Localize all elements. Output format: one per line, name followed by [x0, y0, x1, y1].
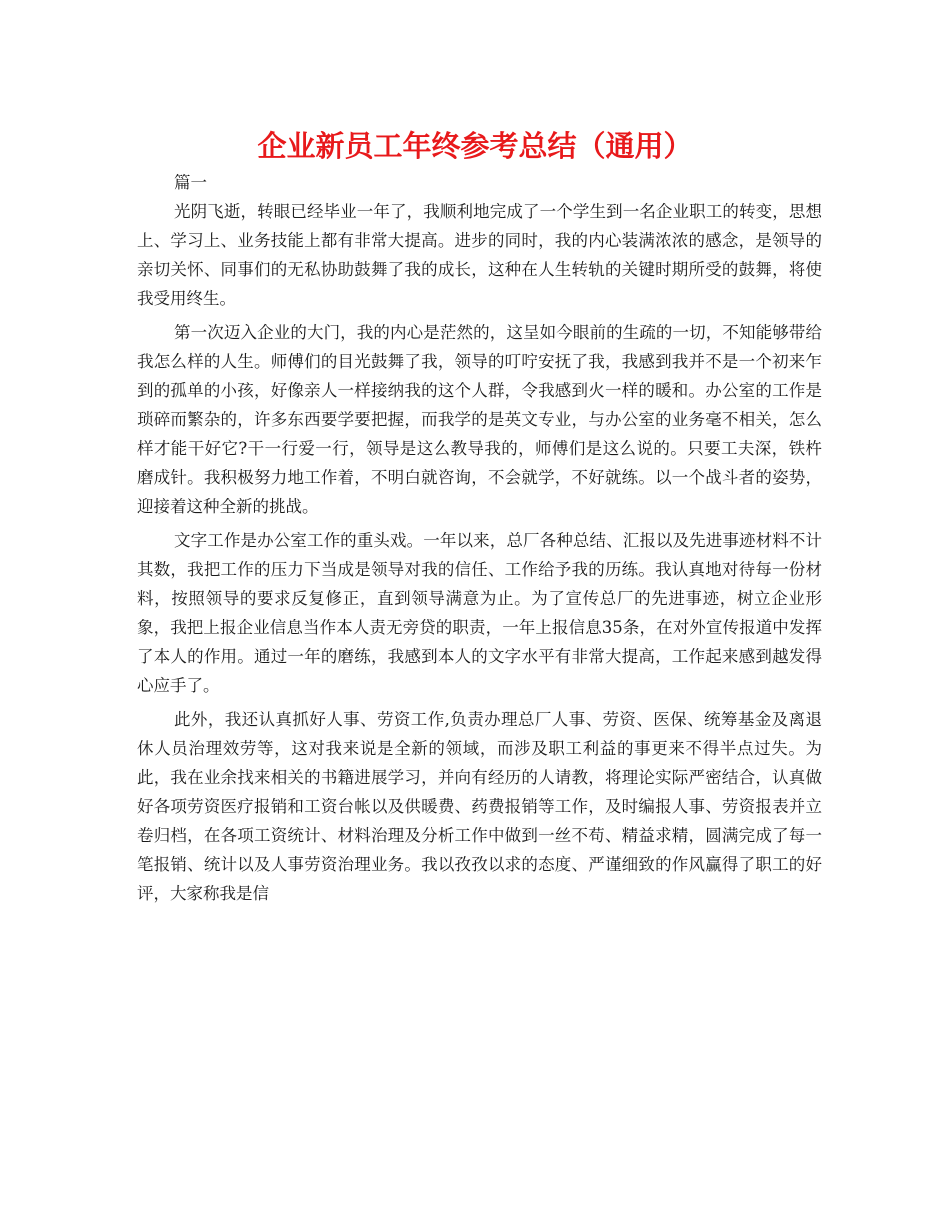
- paragraph-1: 光阴飞逝，转眼已经毕业一年了，我顺利地完成了一个学生到一名企业职工的转变，思想上、学习上、业务技能上都有非常大提高。进步的同时，我的内心装满浓浓的感念，是领导的亲切关怀、同事们的无私协助鼓舞了我的成长，这种在人生转轨的关键时期所受的鼓舞，将使我受用终生。: [137, 202, 822, 308]
- paragraph-3: 文字工作是办公室工作的重头戏。一年以来，总厂各种总结、汇报以及先进事迹材料不计其数，我把工作的压力下当成是领导对我的信任、工作给予我的历练。我认真地对待每一份材料，按照领导的要求反复修正，直到领导满意为止。为了宣传总厂的先进事迹，树立企业形象，我把上报企业信息当作本人责无旁贷的职责，一年上报信息35条，在对外宣传报道中发挥了本人的作用。通过一年的磨练，我感到本人的文字水平有非常大提高，工作起来感到越发得心应手了。: [137, 531, 822, 695]
- document-title: 企业新员工年终参考总结（通用）: [257, 129, 693, 163]
- section-label: 篇一: [174, 173, 207, 192]
- document-body: [137, 168, 822, 913]
- paragraph-2: 第一次迈入企业的大门，我的内心是茫然的，这呈如今眼前的生疏的一切，不知能够带给我怎么样的人生。师傅们的目光鼓舞了我，领导的叮咛安抚了我，我感到我并不是一个初来乍到的孤单的小孩，好像亲人一样接纳我的这个人群，令我感到火一样的暖和。办公室的工作是琐碎而繁杂的，许多东西要学要把握，而我学的是英文专业，与办公室的业务毫不相关，怎么样才能干好它?干一行爱一行，领导是这么教导我的，师傅们是这么说的。只要工夫深，铁杵磨成针。我积极努力地工作着，不明白就咨询，不会就学，不好就练。以一个战斗者的姿势，迎接着这种全新的挑战。: [137, 323, 822, 516]
- paragraph-4: 此外，我还认真抓好人事、劳资工作,负责办理总厂人事、劳资、医保、统筹基金及离退休人员治理效劳等，这对我来说是全新的领域，而涉及职工利益的事更来不得半点过失。为此，我在业余找来相关的书籍进展学习，并向有经历的人请教，将理论实际严密结合，认真做好各项劳资医疗报销和工资台帐以及供暖费、药费报销等工作，及时编报人事、劳资报表并立卷归档，在各项工资统计、材料治理及分析工作中做到一丝不苟、精益求精，圆满完成了每一笔报销、统计以及人事劳资治理业务。我以孜孜以求的态度、严谨细致的作风赢得了职工的好评，大家称我是信: [137, 710, 822, 903]
